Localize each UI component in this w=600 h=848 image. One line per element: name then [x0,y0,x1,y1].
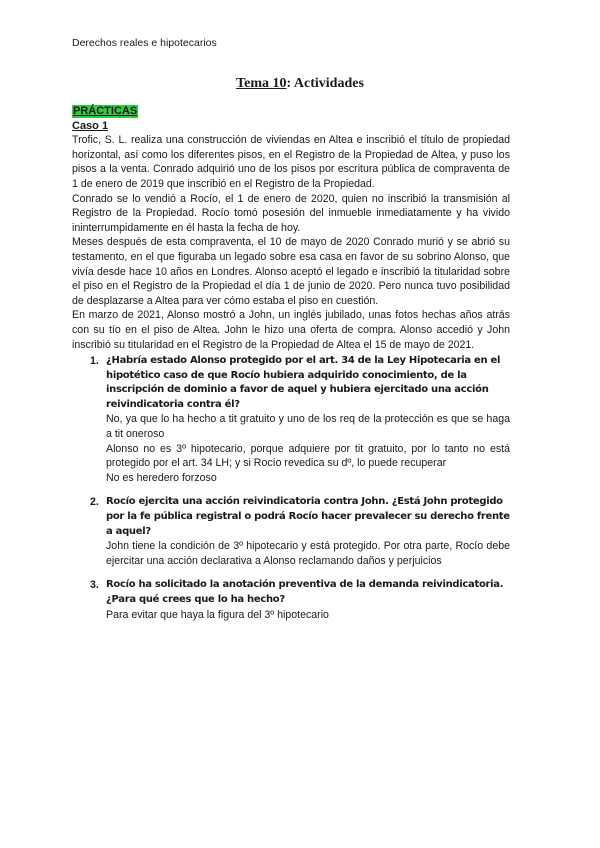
question-list [72,354,510,622]
case-heading: Caso 1 [72,119,109,132]
question-number: 2. [90,496,99,509]
case-paragraph: Meses después de esta compraventa, el 10 de mayo de 2020 Conrado murió y se abrió su testamento, en el que figuraba un legado sobre esa casa en favor de su sobrino Alonso, que vivía desde hace 10 años en Londres. Alonso aceptó el legado e inscribió la titularidad sobre el piso en el Registro de la Propiedad el día 1 de junio de 2020. Pero nunca tuvo posibilidad de desplazarse a Altea para ver cómo estaba el piso en cuestión. [72,236,510,307]
question-text: ¿Habría estado Alonso protegido por el art. 34 de la Ley Hipotecaria en el hipotético caso de que Rocío hubiera adquirido conocimiento, de la inscripción de dominio a favor de aquel y hubiera ejercitado una acción reivindicatoria contra él? [106,355,501,410]
answer-text: Para evitar que haya la figura del 3º hipotecario [106,608,329,621]
case-paragraph: Conrado se lo vendió a Rocío, el 1 de enero de 2020, quien no inscribió la transmisión al Registro de la Propiedad. Rocío tomó posesión del inmueble inmediatamente y ha vivido ininterrumpidamente en él hasta la fecha de hoy. [72,192,510,234]
question-text: Rocío ejercita una acción reivindicatoria contra John. ¿Está John protegido por la fe pública registral o podrá Rocío hacer prevalecer su derecho frente a aquel? [106,496,510,537]
answer-text: Alonso no es 3º hipotecario, porque adquiere por tit gratuito, por lo tanto no está protegido por el art. 34 LH; y si Rocío revedica su dº, lo puede recuperar [106,442,510,470]
question-number: 3. [90,579,99,592]
section-heading: PRÁCTICAS [73,105,138,117]
page-header: Derechos reales e hipotecarios [72,37,217,49]
answer-text: John tiene la condición de 3º hipotecario y está protegido. Por otra parte, Rocío debe ejercitar una acción declarativa a Alonso reclamando daños y perjuicios [106,540,510,567]
title-suffix: : Actividades [286,76,364,91]
question-item [72,354,510,485]
title-topic: Tema 10 [236,76,287,91]
question-item [72,578,510,622]
question-number: 1. [90,355,99,368]
page-title [0,76,600,92]
case-paragraph: Trofic, S. L. realiza una construcción de viviendas en Altea e inscribió el título de propiedad horizontal, así como los diferentes pisos, en el Registro de la Propiedad de Altea, y puso los pisos a la venta. Conrado adquirió uno de los pisos por escritura pública de compraventa de 1 de enero de 2019 que inscribió en el Registro de la Propiedad. [72,134,510,190]
document-body [72,104,510,632]
answer-text: No es heredero forzoso [106,471,217,484]
case-paragraph: En marzo de 2021, Alonso mostró a John, un inglés jubilado, unas fotos hechas años atrás con su tío en el piso de Altea. John le hizo una oferta de compra. Alonso accedió y John inscribió su titularidad en el Registro de la Propiedad de Altea el 15 de mayo de 2021. [72,309,510,351]
question-text: Rocío ha solicitado la anotación preventiva de la demanda reivindicatoria. ¿Para qué crees que lo ha hecho? [106,579,504,605]
question-item [72,495,510,568]
answer-text: No, ya que lo ha hecho a tit gratuito y uno de los req de la protección es que se haga a tit oneroso [106,413,510,441]
